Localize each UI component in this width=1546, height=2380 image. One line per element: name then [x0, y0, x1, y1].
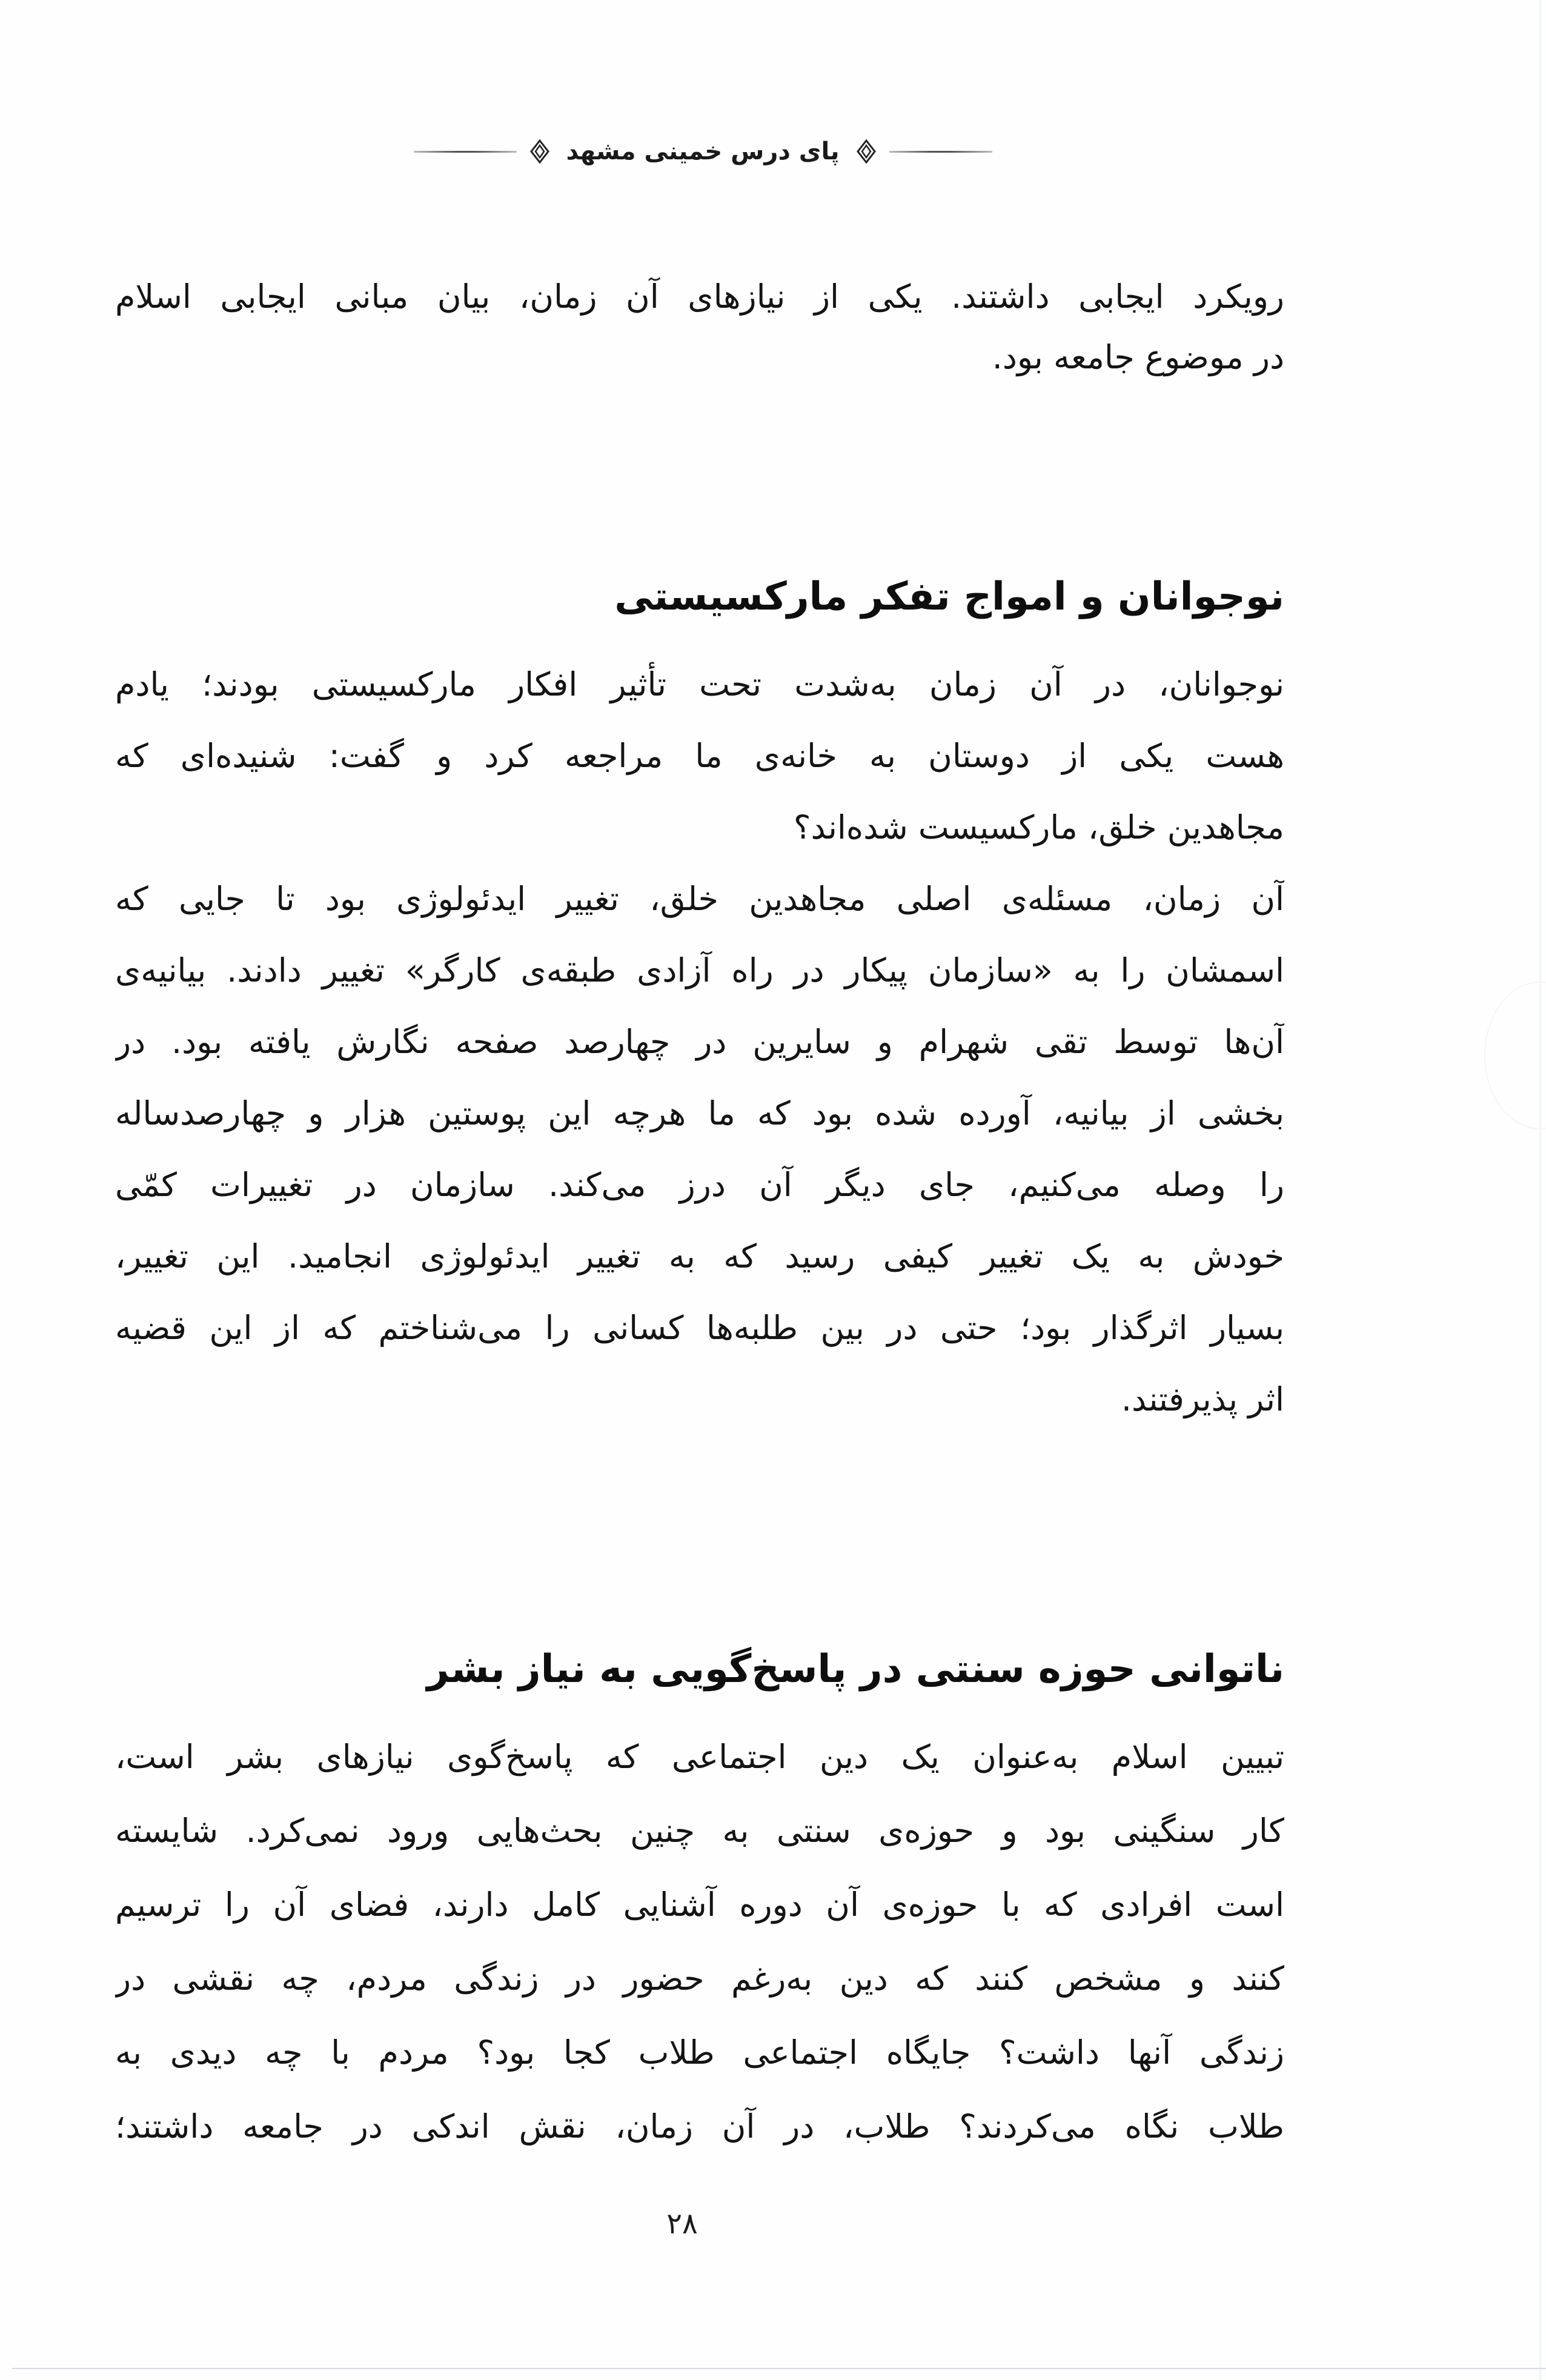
text-line: است افرادی که با حوزه‌ی آن دوره آشنایی کامل دارند، فضای آن را ترسیم	[115, 1886, 1284, 1924]
section-heading-block	[115, 1636, 1284, 1703]
section-body	[115, 1727, 1284, 2187]
header-rule-left	[414, 151, 517, 153]
text-line: رویکرد ایجابی داشتند. یکی از نیازهای آن زمان، بیان مبانی ایجابی اسلام	[115, 278, 1284, 316]
text-line: در موضوع جامعه بود.	[992, 338, 1284, 376]
text-line: را وصله می‌کنیم، جای دیگر آن درز می‌کند. سازمان در تغییرات کمّی	[115, 1166, 1284, 1204]
running-header-title: پای درس خمینی مشهد	[566, 138, 840, 165]
text-line: نوجوانان، در آن زمان به‌شدت تحت تأثیر افکار مارکسیستی بودند؛ یادم	[115, 665, 1284, 703]
diamond-ornament-icon	[528, 139, 552, 164]
text-line: طلاب نگاه می‌کردند؟ طلاب، در آن زمان، نقش اندکی در جامعه داشتند؛	[115, 2107, 1284, 2146]
section-heading-block	[115, 563, 1284, 630]
section-heading: نوجوانان و امواج تفکر مارکسیستی	[614, 574, 1284, 619]
scan-artifact	[1484, 982, 1546, 1129]
diamond-ornament-icon	[854, 139, 878, 164]
text-line: اسمشان را به «سازمان پیکار در راه آزادی طبقه‌ی کارگر» تغییر دادند. بیانیه‌ی	[115, 951, 1284, 989]
text-line: بخشی از بیانیه، آورده شده بود که ما هرچه این پوستین هزار و چهارصدساله	[115, 1094, 1284, 1132]
scan-edge	[1539, 0, 1541, 2380]
text-line: آن‌ها توسط تقی شهرام و سایرین در چهارصد صفحه نگارش یافته بود. در	[115, 1023, 1284, 1061]
text-line: بسیار اثرگذار بود؛ حتی در بین طلبه‌ها کسانی را می‌شناختم که از این قضیه	[115, 1309, 1284, 1347]
scan-edge	[12, 2368, 1546, 2369]
text-line: اثر پذیرفتند.	[1121, 1380, 1284, 1418]
text-line: کار سنگینی بود و حوزه‌ی سنتی به چنین بحث‌هایی ورود نمی‌کرد. شایسته	[115, 1812, 1284, 1850]
paragraph-intro	[115, 267, 1284, 400]
page-number: ۲۸	[666, 2207, 698, 2241]
text-line: تبیین اسلام به‌عنوان یک دین اجتماعی که پاسخ‌گوی نیازهای بشر است،	[115, 1738, 1284, 1776]
header-rule-right	[889, 151, 992, 153]
text-line: زندگی آنها داشت؟ جایگاه اجتماعی طلاب کجا بود؟ مردم با چه دیدی به	[115, 2033, 1284, 2072]
text-line: خودش به یک تغییر کیفی رسید که به تغییر ایدئولوژی انجامید. این تغییر،	[115, 1237, 1284, 1275]
text-line: مجاهدین خلق، مارکسیست شده‌اند؟	[793, 808, 1284, 846]
section-body	[115, 654, 1284, 1454]
text-line: کنند و مشخص کنند که دین به‌رغم حضور در زندگی مردم، چه نقشی در	[115, 1960, 1284, 1998]
text-line: هست یکی از دوستان به خانه‌ی ما مراجعه کرد و گفت: شنیده‌ای که	[115, 737, 1284, 775]
section-heading: ناتوانی حوزه سنتی در پاسخ‌گویی به نیاز بشر	[426, 1647, 1284, 1692]
text-line: آن زمان، مسئله‌ی اصلی مجاهدین خلق، تغییر ایدئولوژی بود تا جایی که	[115, 880, 1284, 918]
running-header	[400, 124, 1006, 179]
